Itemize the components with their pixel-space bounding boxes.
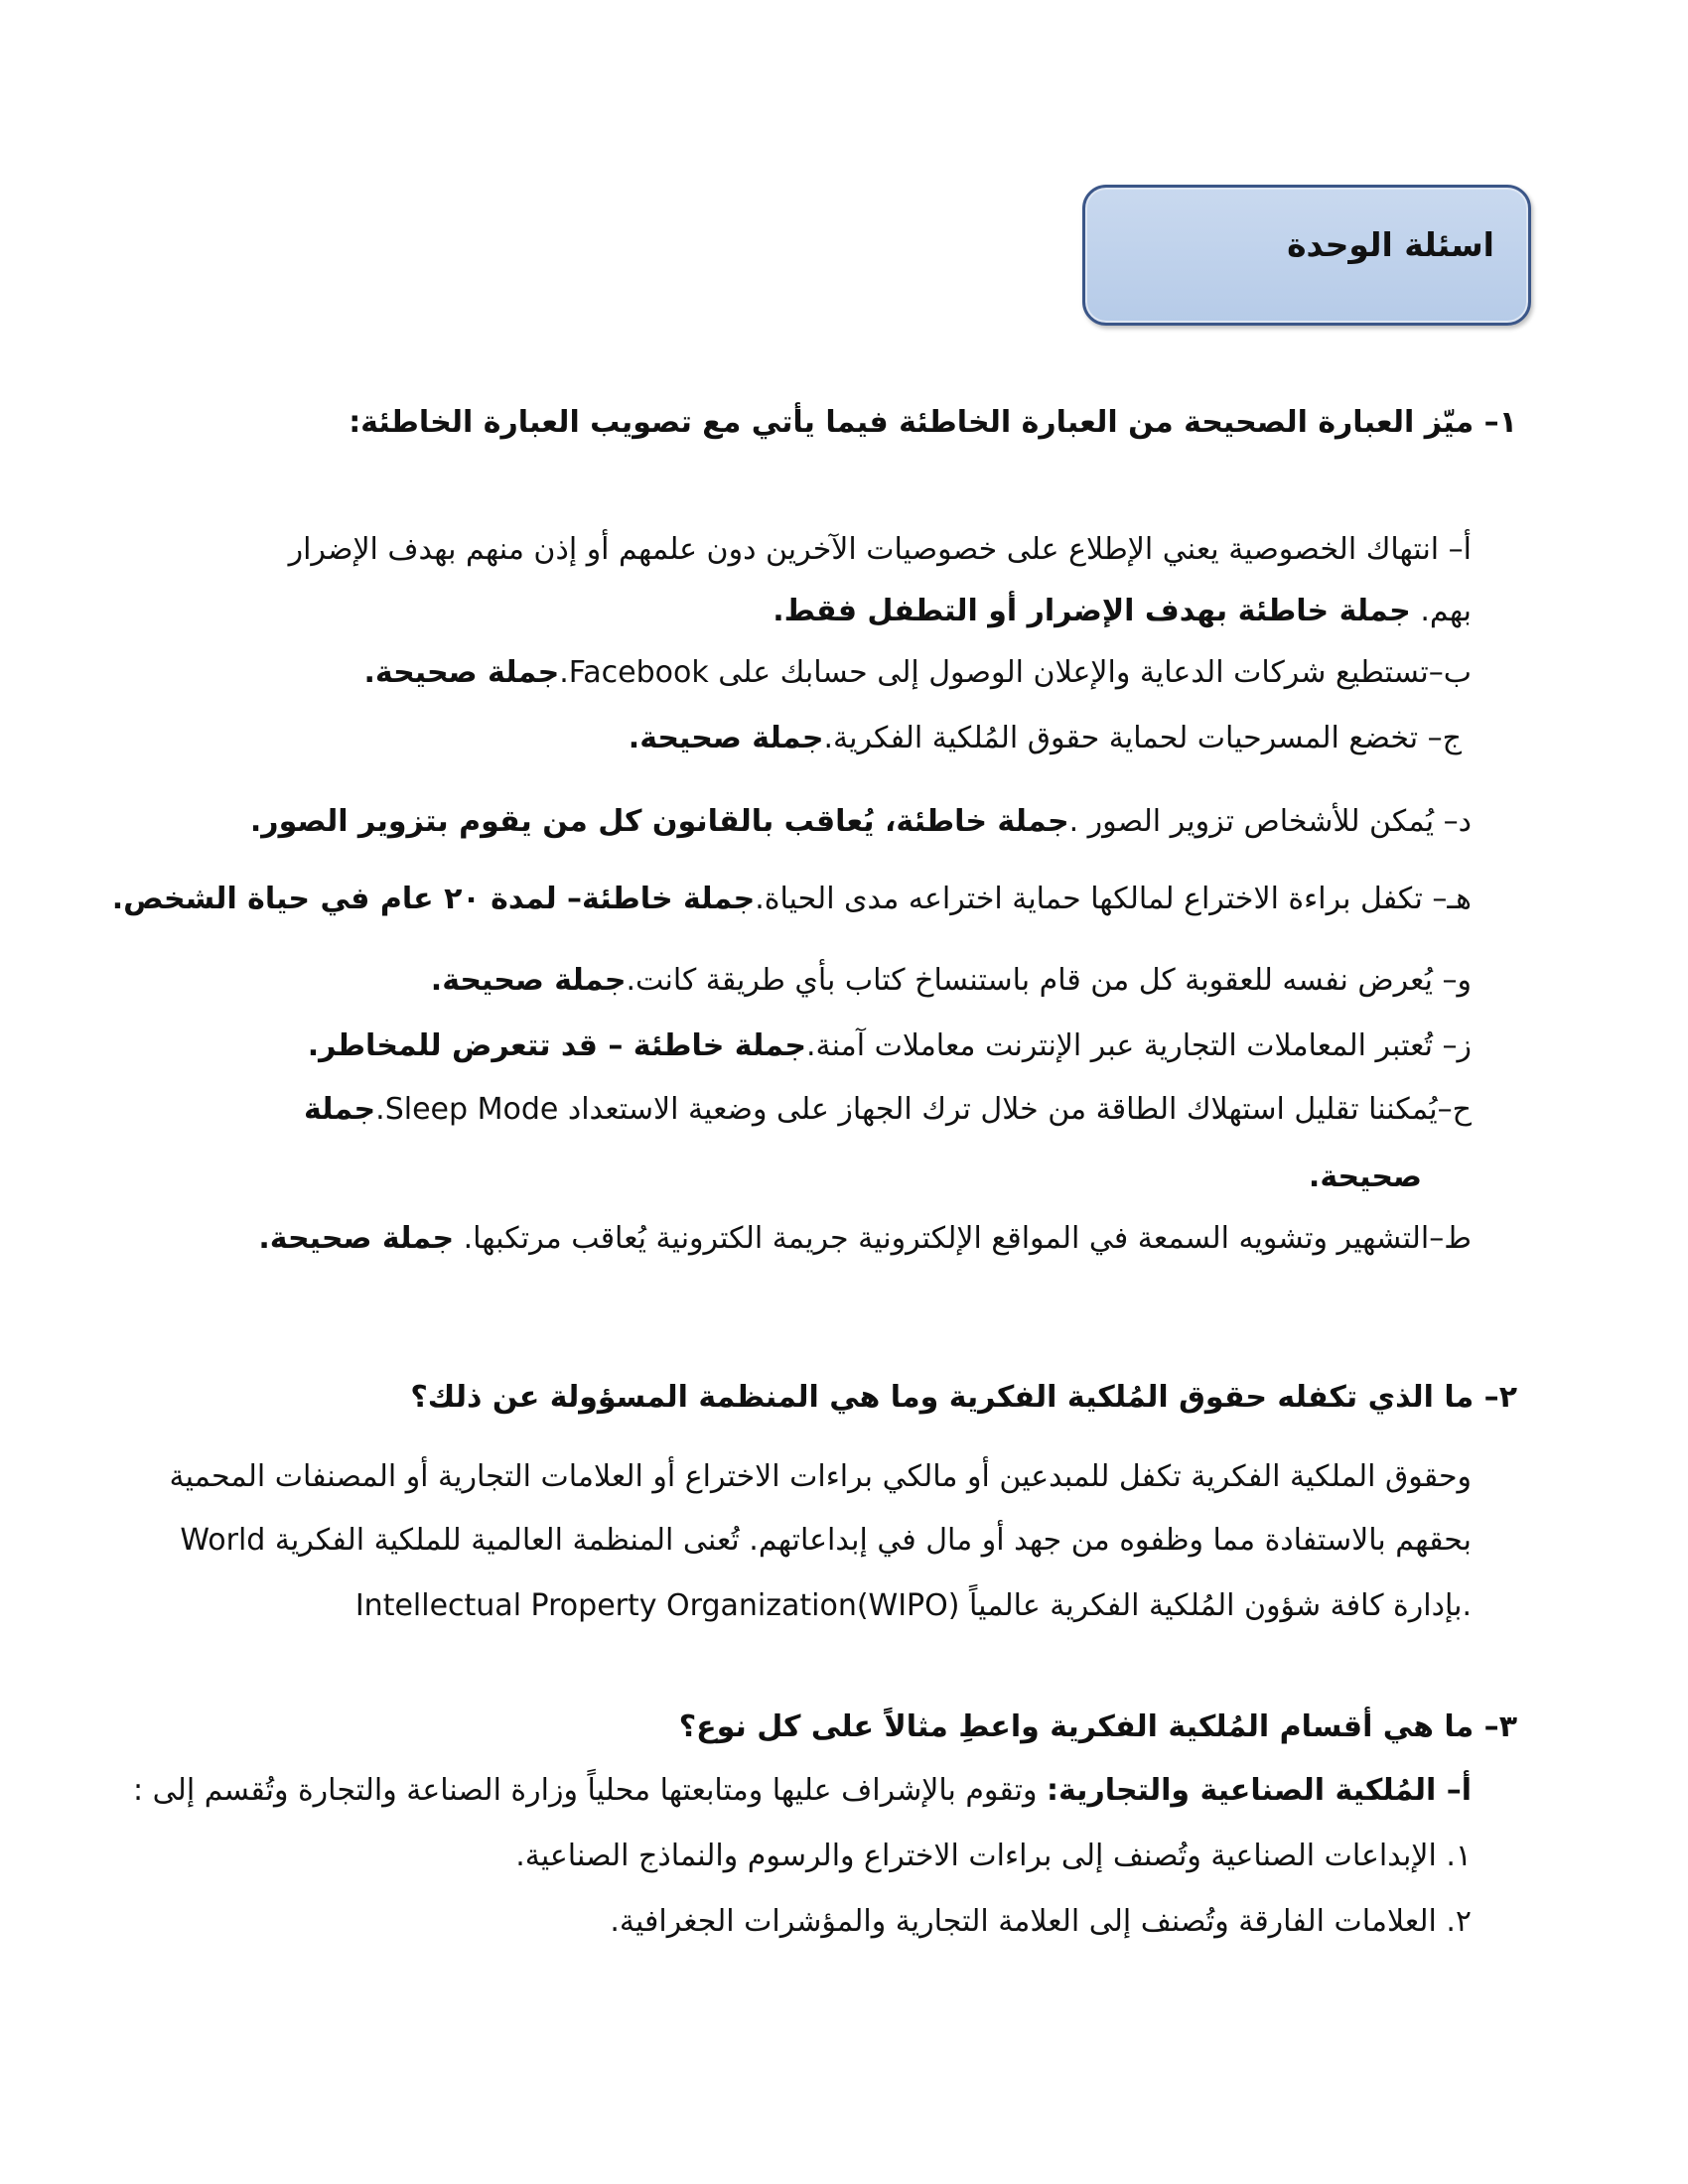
q1-item-b-answer: جملة صحيحة. xyxy=(363,655,560,690)
question-3: ٣– ما هي أقسام المُلكية الفكرية واعطِ مثالاً على كل نوع؟ xyxy=(678,1709,1517,1744)
q1-item-h-answer: جملة خاطئة– لمدة ٢٠ عام في حياة الشخص. xyxy=(111,882,756,916)
q1-item-a-answer: جملة خاطئة بهدف الإضرار أو التطفل فقط. xyxy=(773,594,1411,628)
q2-answer-line1: وحقوق الملكية الفكرية تكفل للمبدعين أو مالكي براءات الاختراع أو العلامات التجارية أو المصنفات المحمية xyxy=(169,1459,1472,1494)
q1-item-w-answer: جملة صحيحة. xyxy=(430,963,627,998)
q1-item-c-answer: جملة صحيحة. xyxy=(628,721,824,755)
q1-item-z: ز– تُعتبر المعاملات التجارية عبر الإنترنت معاملات آمنة.جملة خاطئة – قد تتعرض للمخاطر. xyxy=(307,1028,1472,1063)
q1-item-b: ب–تستطيع شركات الدعاية والإعلان الوصول إلى حسابك على Facebook.جملة صحيحة. xyxy=(363,655,1472,690)
question-1: ١– ميّز العبارة الصحيحة من العبارة الخاطئة فيما يأتي مع تصويب العبارة الخاطئة: xyxy=(349,405,1517,440)
unit-title-box xyxy=(1082,185,1531,326)
q1-item-d-answer: جملة خاطئة، يُعاقب بالقانون كل من يقوم بتزوير الصور. xyxy=(249,804,1069,839)
q1-item-ha-answer: جملة xyxy=(303,1092,376,1127)
q3-item-a: أ– المُلكية الصناعية والتجارية: وتقوم بالإشراف عليها ومتابعتها محلياً وزارة الصناعة والتجارة وتُقسم إلى : xyxy=(133,1773,1472,1808)
q2-answer-line3: Intellectual Property Organization(WIPO) بإدارة كافة شؤون المُلكية الفكرية عالمياً. xyxy=(354,1588,1472,1623)
q1-item-z-answer: جملة خاطئة – قد تتعرض للمخاطر. xyxy=(307,1028,806,1063)
unit-title: اسئلة الوحدة xyxy=(1287,225,1494,264)
q3-item-a-label: أ– المُلكية الصناعية والتجارية: xyxy=(1046,1773,1472,1808)
q1-item-h: هـ– تكفل براءة الاختراع لمالكها حماية اختراعه مدى الحياة.جملة خاطئة– لمدة ٢٠ عام في حياة الشخص. xyxy=(111,882,1472,916)
question-2: ٢– ما الذي تكفله حقوق المُلكية الفكرية وما هي المنظمة المسؤولة عن ذلك؟ xyxy=(410,1380,1517,1415)
q3-sub-item-1: ١. الإبداعات الصناعية وتُصنف إلى براءات الاختراع والرسوم والنماذج الصناعية. xyxy=(515,1839,1472,1873)
q1-item-a-line2: بهم. جملة خاطئة بهدف الإضرار أو التطفل فقط. xyxy=(773,594,1472,628)
q1-item-w: و– يُعرض نفسه للعقوبة كل من قام باستنساخ كتاب بأي طريقة كانت.جملة صحيحة. xyxy=(430,963,1472,998)
q1-item-ha-answer-cont: صحيحة. xyxy=(1308,1160,1422,1194)
q1-item-c: ج– تخضع المسرحيات لحماية حقوق المُلكية الفكرية.جملة صحيحة. xyxy=(628,721,1462,755)
q1-item-t-answer: جملة صحيحة. xyxy=(258,1221,455,1256)
q1-item-d: د– يُمكن للأشخاص تزوير الصور .جملة خاطئة، يُعاقب بالقانون كل من يقوم بتزوير الصور. xyxy=(249,804,1472,839)
q1-item-a-line1: أ– انتهاك الخصوصية يعني الإطلاع على خصوصيات الآخرين دون علمهم أو إذن منهم بهدف الإضرار xyxy=(288,532,1472,567)
q3-sub-item-2: ٢. العلامات الفارقة وتُصنف إلى العلامة التجارية والمؤشرات الجغرافية. xyxy=(610,1904,1472,1939)
q1-item-ha: ح–يُمكننا تقليل استهلاك الطاقة من خلال ترك الجهاز على وضعية الاستعداد Sleep Mode.جملة xyxy=(303,1092,1472,1127)
q2-answer-line2: بحقهم بالاستفادة مما وظفوه من جهد أو مال في إبداعاتهم. تُعنى المنظمة العالمية للملكية الفكرية World xyxy=(180,1523,1472,1558)
q1-item-t: ط–التشهير وتشويه السمعة في المواقع الإلكترونية جريمة الكترونية يُعاقب مرتكبها. جملة صحيحة. xyxy=(258,1221,1472,1256)
